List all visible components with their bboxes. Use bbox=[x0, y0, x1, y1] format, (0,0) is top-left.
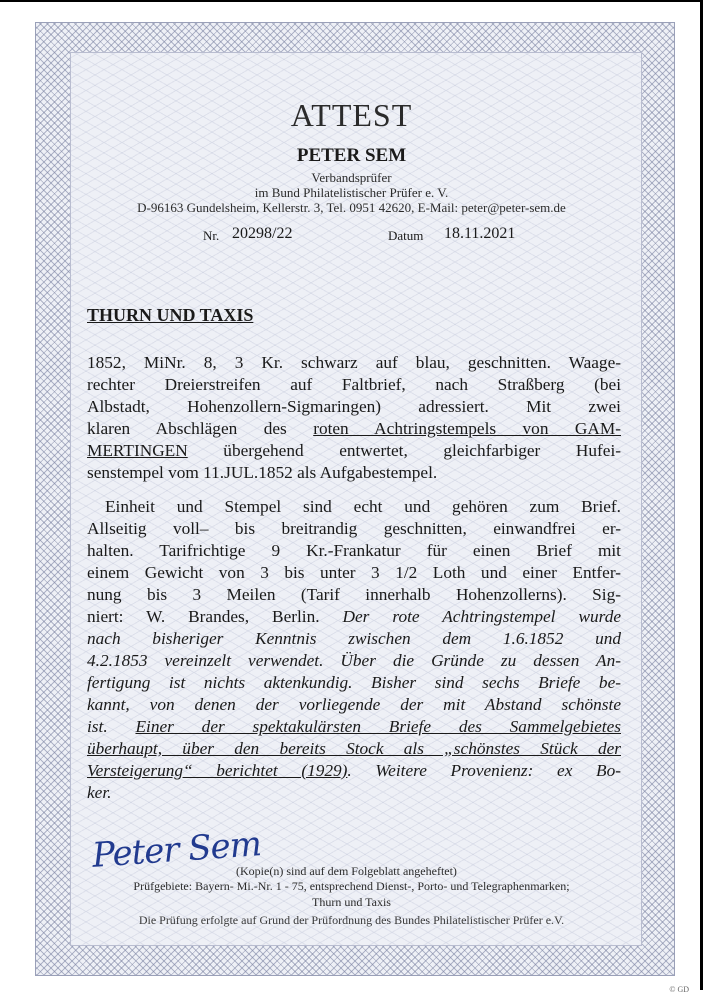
examination-rules-note: Die Prüfung erfolgte auf Grund der Prüfordnung des Bundes Philatelistischer Prüfer e.V. bbox=[138, 913, 565, 927]
text-line: rechter Dreierstreifen auf Faltbrief, nach Straßberg (bei bbox=[87, 375, 621, 394]
certificate-number-label: Nr. bbox=[203, 228, 220, 243]
italic-text: Der rote Achtringstempel wurde bbox=[342, 607, 622, 626]
text-line: Albstadt, Hohenzollern-Sigmaringen) adressiert. Mit zwei bbox=[87, 397, 621, 416]
underlined-text: Einer der spektakulärsten Briefe des Sammelgebietes bbox=[135, 717, 622, 736]
underlined-text: roten Achtringstempels von GAM- bbox=[313, 419, 621, 438]
text-line: halten. Tarifrichtige 9 Kr.-Frankatur für einen Brief mit bbox=[87, 541, 621, 560]
certificate-number: 20298/22 bbox=[232, 225, 293, 242]
text-line bbox=[87, 606, 621, 628]
examiner-association: im Bund Philatelistischer Prüfer e. V. bbox=[254, 185, 449, 200]
examiner-contact: D-96163 Gundelsheim, Kellerstr. 3, Tel. 0951 42620, E-Mail: peter@peter-sem.de bbox=[137, 200, 566, 215]
italic-text: . Weitere Provenienz: ex Bo- bbox=[347, 761, 621, 780]
text-line: überhaupt, über den bereits Stock als „schönstes Stück der bbox=[87, 739, 621, 758]
examiner-role: Verbandsprüfer bbox=[311, 170, 392, 185]
text-line: senstempel vom 11.JUL.1852 als Aufgabestempel. bbox=[87, 463, 438, 482]
examination-areas: Prüfgebiete: Bayern- Mi.-Nr. 1 - 75, entsprechend Dienst-, Porto- und Telegraphenmarken; bbox=[133, 879, 570, 893]
underlined-text: Versteigerung“ berichtet (1929) bbox=[87, 761, 348, 780]
text-line: 4.2.1853 vereinzelt verwendet. Über die Gründe zu dessen An- bbox=[87, 651, 621, 670]
text-line bbox=[87, 760, 621, 782]
section-heading: THURN UND TAXIS bbox=[87, 305, 254, 325]
top-edge-rule bbox=[0, 0, 703, 2]
italic-text: ist. bbox=[87, 717, 136, 736]
text-line: fertigung ist nichts aktenkundig. Bisher sind sechs Briefe be- bbox=[87, 673, 621, 692]
corner-mark: © GD bbox=[669, 985, 689, 994]
copies-note: (Kopie(n) sind auf dem Folgeblatt angeheftet) bbox=[236, 864, 457, 878]
text-line: ker. bbox=[87, 783, 112, 802]
text-span: übergehend entwertet, gleichfarbiger Hufei- bbox=[187, 441, 621, 460]
examiner-name: PETER SEM bbox=[296, 145, 407, 166]
text-line: einem Gewicht von 3 bis unter 3 1/2 Loth und einer Entfer- bbox=[87, 563, 621, 582]
text-line: nach bisheriger Kenntnis zwischen dem 1.6.1852 und bbox=[87, 629, 621, 648]
text-line: Allseitig voll– bis breitrandig geschnitten, einwandfrei er- bbox=[87, 519, 621, 538]
paragraph-description bbox=[87, 352, 621, 484]
text-line: Einheit und Stempel sind echt und gehören zum Brief. bbox=[105, 497, 621, 516]
examination-areas-cont: Thurn und Taxis bbox=[312, 895, 391, 909]
text-line bbox=[87, 440, 621, 462]
text-line bbox=[87, 716, 621, 738]
date-label: Datum bbox=[388, 228, 424, 243]
certificate-date: 18.11.2021 bbox=[444, 225, 516, 242]
paragraph-assessment bbox=[87, 496, 621, 804]
examiner-signature: Peter Sem bbox=[90, 824, 263, 876]
text-span: klaren Abschlägen des bbox=[87, 419, 314, 438]
text-span: niert: W. Brandes, Berlin. bbox=[87, 607, 343, 626]
underlined-text: MERTINGEN bbox=[87, 441, 188, 460]
document-title: ATTEST bbox=[290, 97, 413, 133]
text-line: nung bis 3 Meilen (Tarif innerhalb Hohenzollerns). Sig- bbox=[87, 585, 621, 604]
text-line bbox=[87, 418, 621, 440]
text-line: 1852, MiNr. 8, 3 Kr. schwarz auf blau, geschnitten. Waage- bbox=[87, 353, 621, 372]
text-line: kannt, von denen der vorliegende der mit Abstand schönste bbox=[87, 695, 621, 714]
